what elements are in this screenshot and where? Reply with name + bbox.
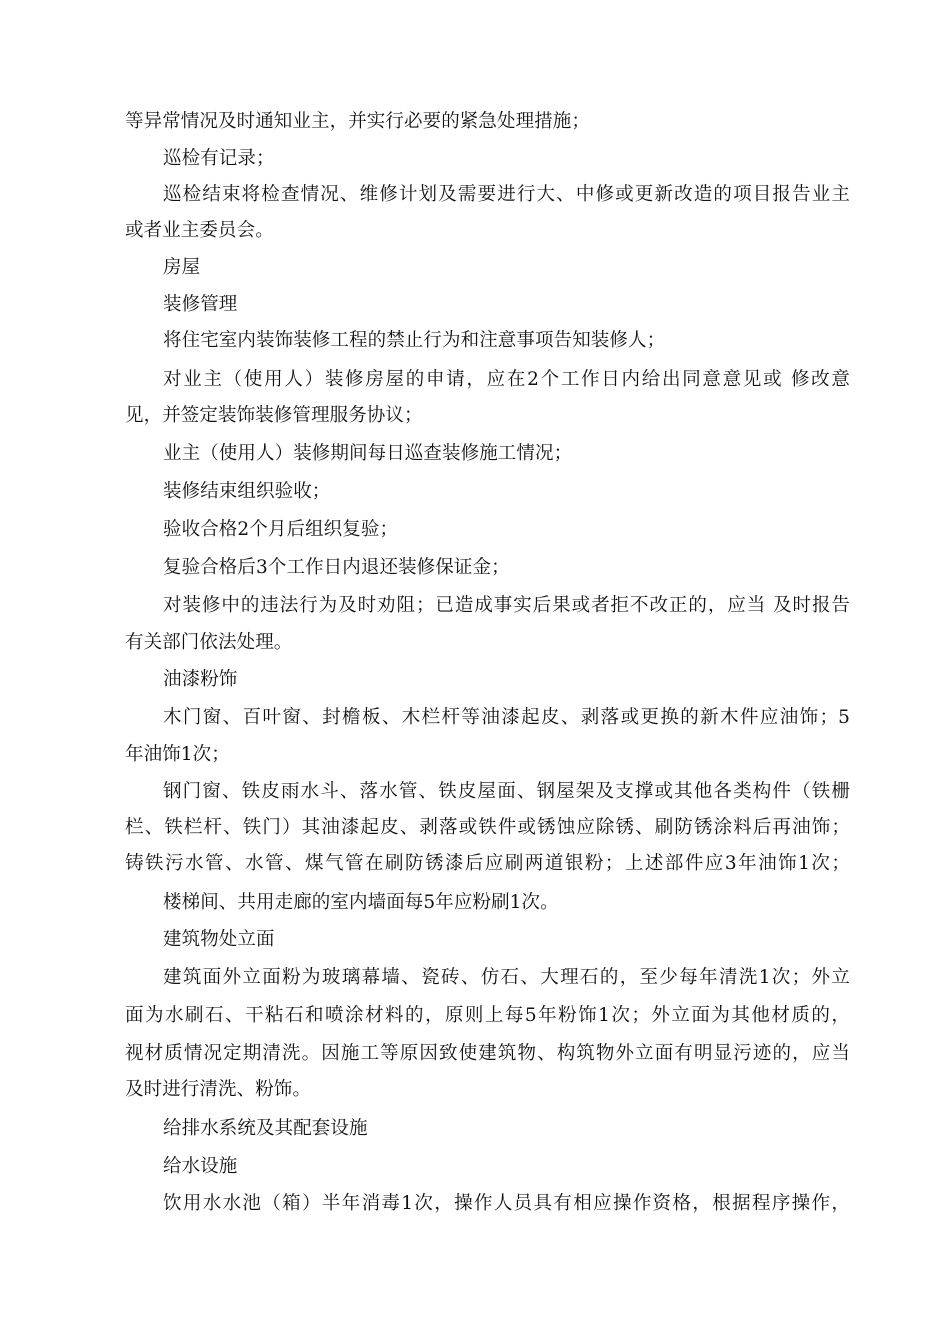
text-line: 视材质情况定期清洗。因施工等原因致使建筑物、构筑物外立面有明显污迹的，应当	[125, 1043, 850, 1064]
text-line: 见，并签定装饰装修管理服务协议；	[125, 405, 423, 426]
text-line: 木门窗、百叶窗、封檐板、木栏杆等油漆起皮、剥落或更换的新木件应油饰；5	[163, 707, 850, 728]
section-heading: 油漆粉饰	[163, 669, 238, 690]
text-line: 及时进行清洗、粉饰。	[125, 1079, 312, 1100]
text-line: 将住宅室内装饰装修工程的禁止行为和注意事项告知装修人；	[163, 330, 666, 351]
text-line: 建筑面外立面粉为玻璃幕墙、瓷砖、仿石、大理石的，至少每年清洗1次；外立	[163, 967, 850, 988]
section-heading: 给水设施	[163, 1156, 238, 1177]
text-line: 复验合格后3个工作日内退还装修保证金；	[163, 557, 510, 578]
section-heading: 建筑物处立面	[163, 929, 275, 950]
text-line: 或者业主委员会。	[125, 220, 274, 241]
text-line: 业主（使用人）装修期间每日巡查装修施工情况；	[163, 443, 573, 464]
text-line: 钢门窗、铁皮雨水斗、落水管、铁皮屋面、钢屋架及支撑或其他各类构件（铁栅	[163, 781, 850, 802]
text-line: 栏、铁栏杆、铁门）其油漆起皮、剥落或铁件或锈蚀应除锈、刷防锈涂料后再油饰；	[125, 817, 850, 838]
text-line: 等异常情况及时通知业主，并实行必要的紧急处理措施；	[125, 111, 591, 132]
text-line: 装修结束组织验收；	[163, 481, 331, 502]
text-line: 面为水刷石、干粘石和喷涂材料的，原则上每5年粉饰1次；外立面为其他材质的，	[125, 1005, 850, 1026]
section-heading: 房屋	[163, 257, 201, 278]
text-line: 饮用水水池（箱）半年消毒1次，操作人员具有相应操作资格，根据程序操作，	[163, 1193, 850, 1214]
text-line: 楼梯间、共用走廊的室内墙面每5年应粉刷1次。	[163, 892, 559, 913]
text-line: 巡检结束将检查情况、维修计划及需要进行大、中修或更新改造的项目报告业主	[163, 184, 850, 205]
text-line: 对装修中的违法行为及时劝阻；已造成事实后果或者拒不改正的，应当 及时报告	[163, 595, 850, 616]
text-line: 巡检有记录；	[163, 148, 275, 169]
text-line: 对业主（使用人）装修房屋的申请，应在2个工作日内给出同意意见或 修改意	[163, 369, 850, 390]
section-heading: 给排水系统及其配套设施	[163, 1118, 368, 1139]
text-line: 年油饰1次；	[125, 744, 230, 765]
section-heading: 装修管理	[163, 294, 238, 315]
text-line: 有关部门依法处理。	[125, 632, 293, 653]
text-line: 铸铁污水管、水管、煤气管在刷防锈漆后应刷两道银粉；上述部件应3年油饰1次；	[125, 853, 850, 874]
text-line: 验收合格2个月后组织复验；	[163, 519, 399, 540]
